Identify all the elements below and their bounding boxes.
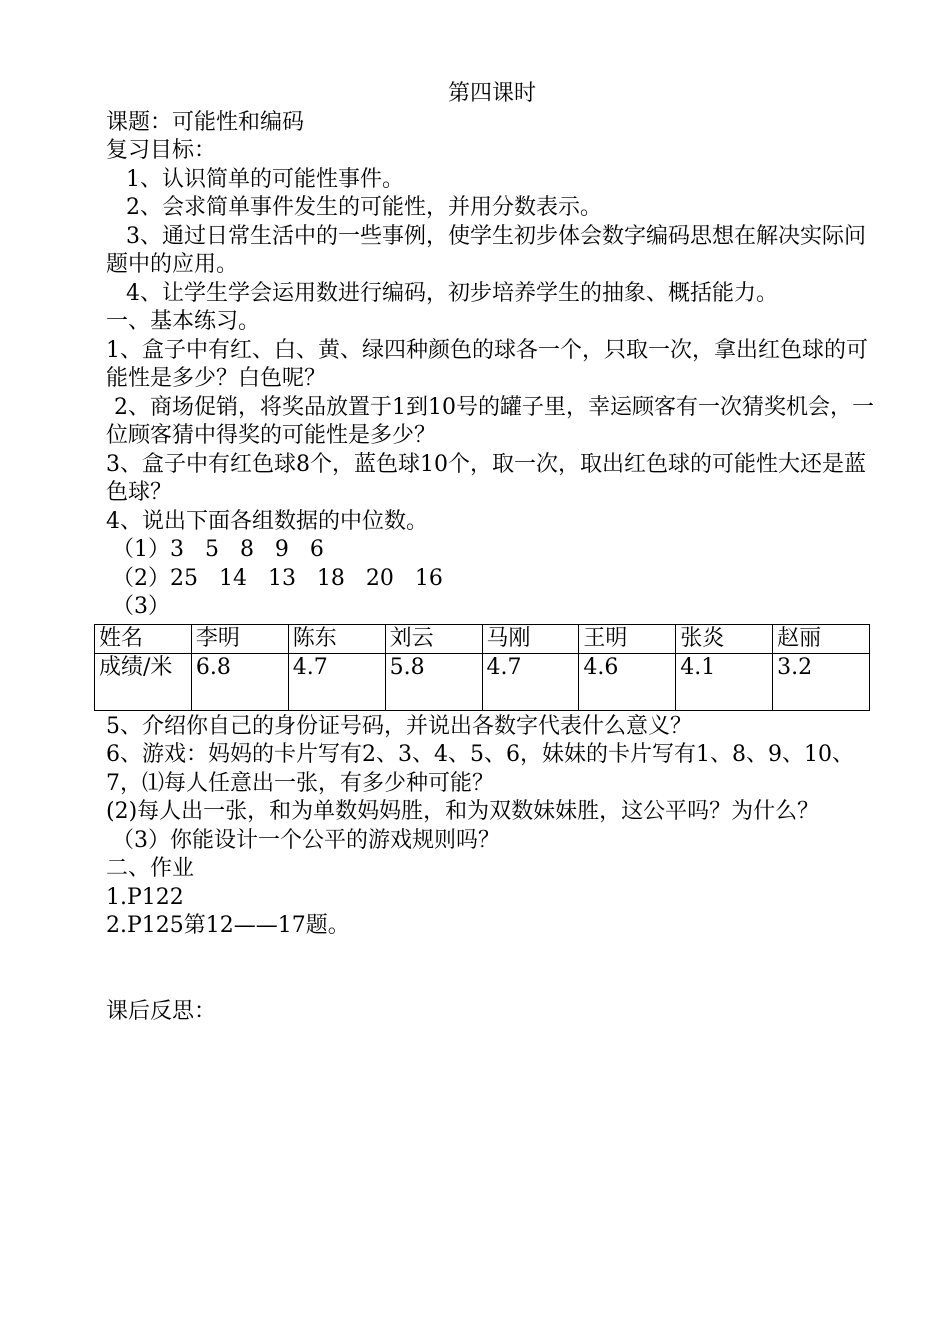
median-set-2: （2）25 14 13 18 20 16 — [112, 565, 443, 591]
table-cell: 陈东 — [288, 624, 385, 653]
table-cell: 马刚 — [482, 624, 579, 653]
table-cell: 3.2 — [773, 653, 870, 710]
table-row — [95, 653, 870, 710]
question-6: 6、游戏：妈妈的卡片写有2、3、4、5、6，妹妹的卡片写有1、8、9、10、7，⑴每人任意出一张，有多少种可能？ — [106, 742, 854, 796]
document-page — [99, 80, 878, 1026]
median-set-1: （1）3 5 8 9 6 — [112, 537, 324, 562]
review-goals-heading: 复习目标： — [106, 138, 217, 163]
question-4: 4、说出下面各组数据的中位数。 — [106, 508, 428, 534]
reflection-label: 课后反思： — [106, 998, 217, 1024]
goal-2: 2、会求简单事件发生的可能性，并用分数表示。 — [126, 195, 602, 220]
scores-table-wrapper — [94, 624, 870, 711]
table-cell: 5.8 — [385, 653, 482, 710]
section-basic-practice: 一、基本练习。 — [106, 309, 261, 334]
table-cell: 4.7 — [482, 653, 579, 710]
table-cell: 4.7 — [288, 653, 385, 710]
table-cell: 成绩/米 — [95, 653, 192, 710]
table-cell: 王明 — [579, 624, 676, 653]
spacer — [106, 941, 878, 998]
goal-4: 4、让学生学会运用数进行编码，初步培养学生的抽象、概括能力。 — [126, 280, 778, 306]
question-1: 1、盒子中有红、白、黄、绿四种颜色的球各一个，只取一次，拿出红色球的可能性是多少？白色呢？ — [106, 337, 868, 391]
lesson-topic: 课题：可能性和编码 — [106, 109, 305, 135]
homework-2: 2.P125第12——17题。 — [106, 913, 350, 938]
table-cell: 刘云 — [385, 624, 482, 653]
table-cell: 4.1 — [676, 653, 773, 710]
table-cell: 6.8 — [191, 653, 288, 710]
goal-1: 1、认识简单的可能性事件。 — [126, 166, 404, 192]
median-set-3-label: （3） — [112, 594, 170, 619]
goal-3: 3、通过日常生活中的一些事例，使学生初步体会数字编码思想在解决实际问题中的应用。 — [106, 223, 866, 277]
table-cell: 赵丽 — [773, 624, 870, 653]
question-6-part-3: （3）你能设计一个公平的游戏规则吗？ — [112, 827, 500, 853]
question-5: 5、介绍你自己的身份证号码，并说出各数字代表什么意义？ — [106, 713, 692, 739]
table-cell: 张炎 — [676, 624, 773, 653]
table-header-row — [95, 624, 870, 653]
section-homework: 二、作业 — [106, 856, 195, 881]
table-cell: 姓名 — [95, 624, 192, 653]
table-cell: 李明 — [191, 624, 288, 653]
question-3: 3、盒子中有红色球8个，蓝色球10个，取一次，取出红色球的可能性大还是蓝色球？ — [106, 451, 866, 505]
page-title: 第四课时 — [447, 81, 536, 106]
table-cell: 4.6 — [579, 653, 676, 710]
homework-1: 1.P122 — [106, 884, 184, 910]
scores-table — [94, 624, 870, 711]
question-6-part-2: (2)每人出一张，和为单数妈妈胜，和为双数妹妹胜，这公平吗？为什么？ — [106, 799, 820, 824]
question-2: 2、商场促销，将奖品放置于1到10号的罐子里，幸运顾客有一次猜奖机会，一位顾客猜中得奖的可能性是多少？ — [106, 394, 874, 448]
